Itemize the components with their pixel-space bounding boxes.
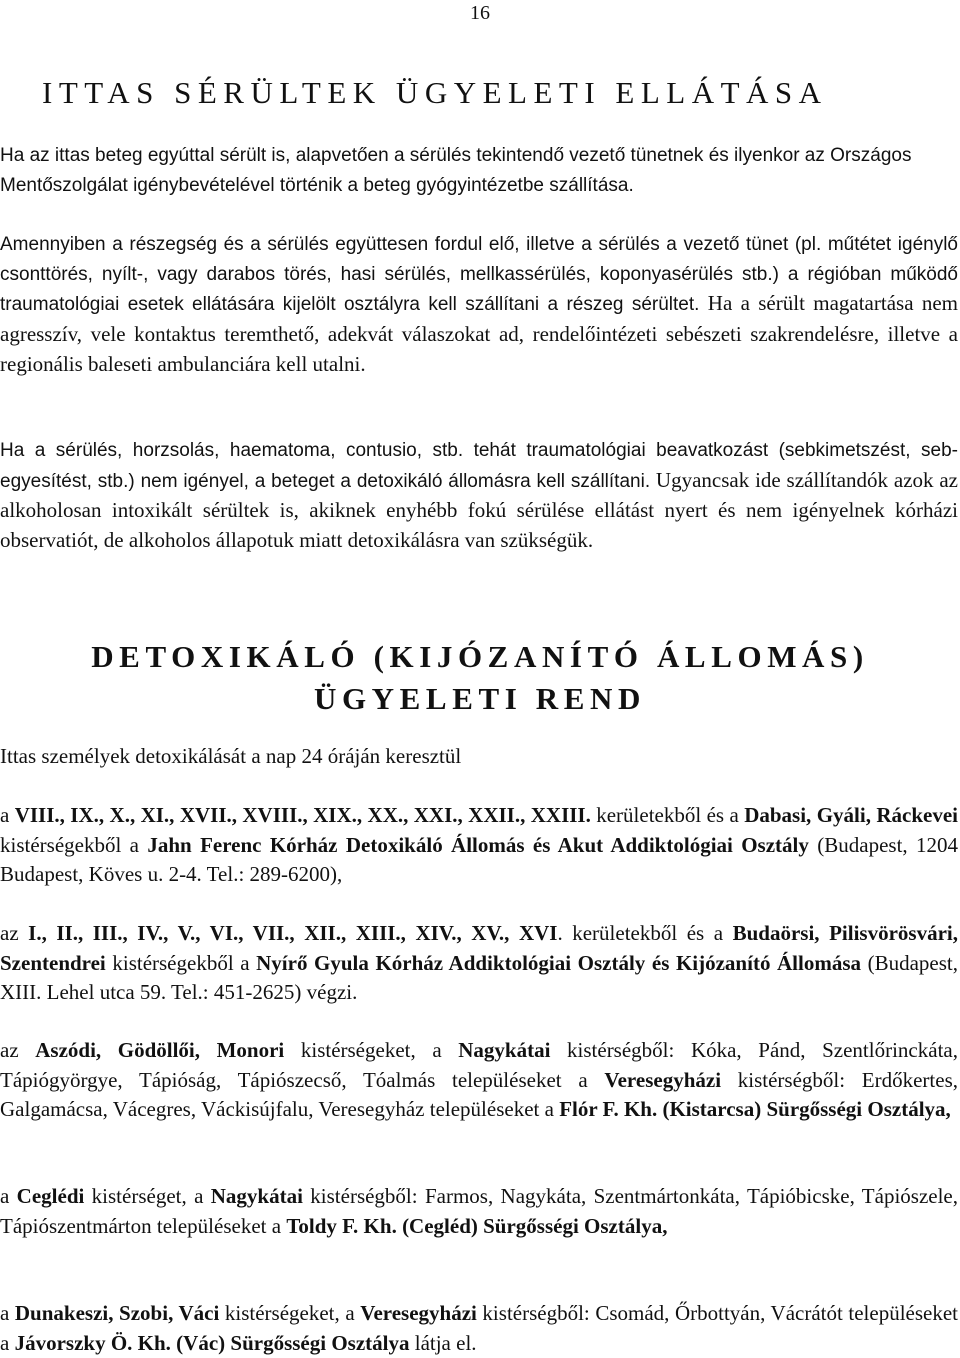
heading-line-1: DETOXIKÁLÓ (KIJÓZANÍTÓ ÁLLOMÁS) xyxy=(91,639,869,674)
institution-name: Toldy F. Kh. (Cegléd) Sürgősségi Osztálya, xyxy=(286,1213,668,1238)
text-run: a xyxy=(0,803,15,827)
text-run: kistérséget, a xyxy=(84,1184,211,1208)
paragraph-reszegseg-part2: Ha a sérült magatartása nem agresszív, vele kontaktus teremthető, adekvát válaszokat ad, rendelőintézeti sebészeti szakrendelésre, illetve a regionális baleseti ambulanciára kell utalni. xyxy=(0,291,959,376)
region-name: Nagykátai xyxy=(210,1184,303,1208)
address-text: (Budapest, XIII. Lehel utca 59. Tel.: 451-2625) végzi. xyxy=(0,950,958,1004)
region-name: Nagykátai xyxy=(458,1038,551,1062)
region-name: Ceglédi xyxy=(16,1184,85,1208)
page-number: 16 xyxy=(470,2,490,24)
paragraph-reszegseg xyxy=(0,230,958,381)
settlement-list: kistérségből: Csomád, Őrbottyán, Vácrátót településeket a xyxy=(0,1301,959,1355)
text-run: kistérségeket, a xyxy=(219,1301,361,1325)
settlement-list: kistérségből: Kóka, Pánd, Szentlőrinckáta, Tápiógyörgye, Tápióság, Tápiószecső, Tóalmás településeket a xyxy=(0,1038,958,1092)
district-list: I., II., III., IV., V., VI., VII., XII., XIII., XIV., XV., XVI xyxy=(28,921,558,945)
text-run: a xyxy=(0,1184,17,1208)
heading-line-2: ÜGYELETI REND xyxy=(313,681,647,716)
text-run: kistérségekből a xyxy=(105,950,257,975)
region-name: Veresegyházi xyxy=(360,1301,477,1325)
paragraph-javorszky xyxy=(0,1299,958,1358)
paragraph-horzsolas-part1: Ha a sérülés, horzsolás, haematoma, contusio, stb. tehát traumatológiai beavatkozást (sebkimetszést, seb-egyesítést, stb.) nem igényel, a beteget a detoxikáló állomásra kell szállítani. xyxy=(0,440,958,492)
section-heading-detoxikalo xyxy=(0,636,960,720)
paragraph-jahn-ferenc xyxy=(0,801,958,890)
region-list: Budaörsi, Pilisvörösvári, Szentendrei xyxy=(0,921,958,975)
text-run: kerületekből és a xyxy=(590,803,745,827)
settlement-list: kistérségből: Farmos, Nagykáta, Szentmártonkáta, Tápióbicske, Tápiószele, Tápiószentmárton településeket a xyxy=(0,1184,958,1238)
institution-name: Flór F. Kh. (Kistarcsa) Sürgősségi Osztálya, xyxy=(559,1097,951,1121)
paragraph-flor xyxy=(0,1036,958,1125)
paragraph-nyiro-gyula xyxy=(0,919,958,1008)
region-list: Dunakeszi, Szobi, Váci xyxy=(14,1301,220,1325)
paragraph-ittas-intro: Ha az ittas beteg egyúttal sérült is, alapvetően a sérülés tekintendő vezető tünetnek és ilyenkor az Országos Mentőszolgálat igénybevételével történik a beteg gyógyintézetbe szállítása. xyxy=(0,145,912,196)
text-run: kistérségeket, a xyxy=(284,1038,459,1062)
institution-name: Jahn Ferenc Kórház Detoxikáló Állomás és Akut Addiktológiai Osztály xyxy=(147,832,809,857)
district-list: VIII., IX., X., XI., XVII., XVIII., XIX., XX., XXI., XXII., XXIII. xyxy=(14,803,591,827)
paragraph-toldy xyxy=(0,1182,958,1241)
region-list: Aszódi, Gödöllői, Monori xyxy=(35,1038,285,1062)
institution-name: Jávorszky Ö. Kh. (Vác) Sürgősségi Osztálya xyxy=(14,1330,410,1355)
text-run: az xyxy=(0,921,29,945)
region-name: Veresegyházi xyxy=(604,1067,722,1092)
text-run: . kerületekből és a xyxy=(557,921,733,945)
paragraph-horzsolas-part2: Ugyancsak ide szállítandók azok az alkoholosan intoxikált sérültek is, akiknek enyhébb fokú sérülése ellátást nyert és nem igényelnek kórházi observatiót, de alkoholos állapotuk miatt detoxikálásra van szükségük. xyxy=(0,467,958,552)
paragraph-ugyeleti-intro: Ittas személyek detoxikálását a nap 24 óráján keresztül xyxy=(0,744,462,768)
text-run: kistérségekből a xyxy=(0,832,148,857)
address-text: (Budapest, 1204 Budapest, Köves u. 2-4. Tel.: 289-6200), xyxy=(0,832,959,886)
text-run: a xyxy=(0,1301,15,1325)
section-heading-ittas: ITTAS SÉRÜLTEK ÜGYELETI ELLÁTÁSA xyxy=(42,75,828,110)
paragraph-reszegseg-part1: Amennyiben a részegség és a sérülés együttesen fordul elő, illetve a sérülés a vezető tünet (pl. műtétet igénylő csonttörés, nyílt-, vagy darabos törés, hasi sérülés, mellkassérülés, koponyasérülés stb.) a régióban működő traumatológiai esetek ellátására kijelölt osztályra kell szállítani a részeg sérültet. xyxy=(0,234,958,315)
institution-name: Nyírő Gyula Kórház Addiktológiai Osztály és Kijózanító Állomása xyxy=(256,950,862,975)
settlement-list: kistérségből: Erdőkertes, Galgamácsa, Vácegres, Váckisújfalu, Veresegyház településeket a xyxy=(0,1067,959,1121)
region-list: Dabasi, Gyáli, Ráckevei xyxy=(744,803,958,827)
paragraph-horzsolas xyxy=(0,435,958,555)
text-run: az xyxy=(0,1038,36,1062)
text-run: látja el. xyxy=(409,1330,477,1355)
